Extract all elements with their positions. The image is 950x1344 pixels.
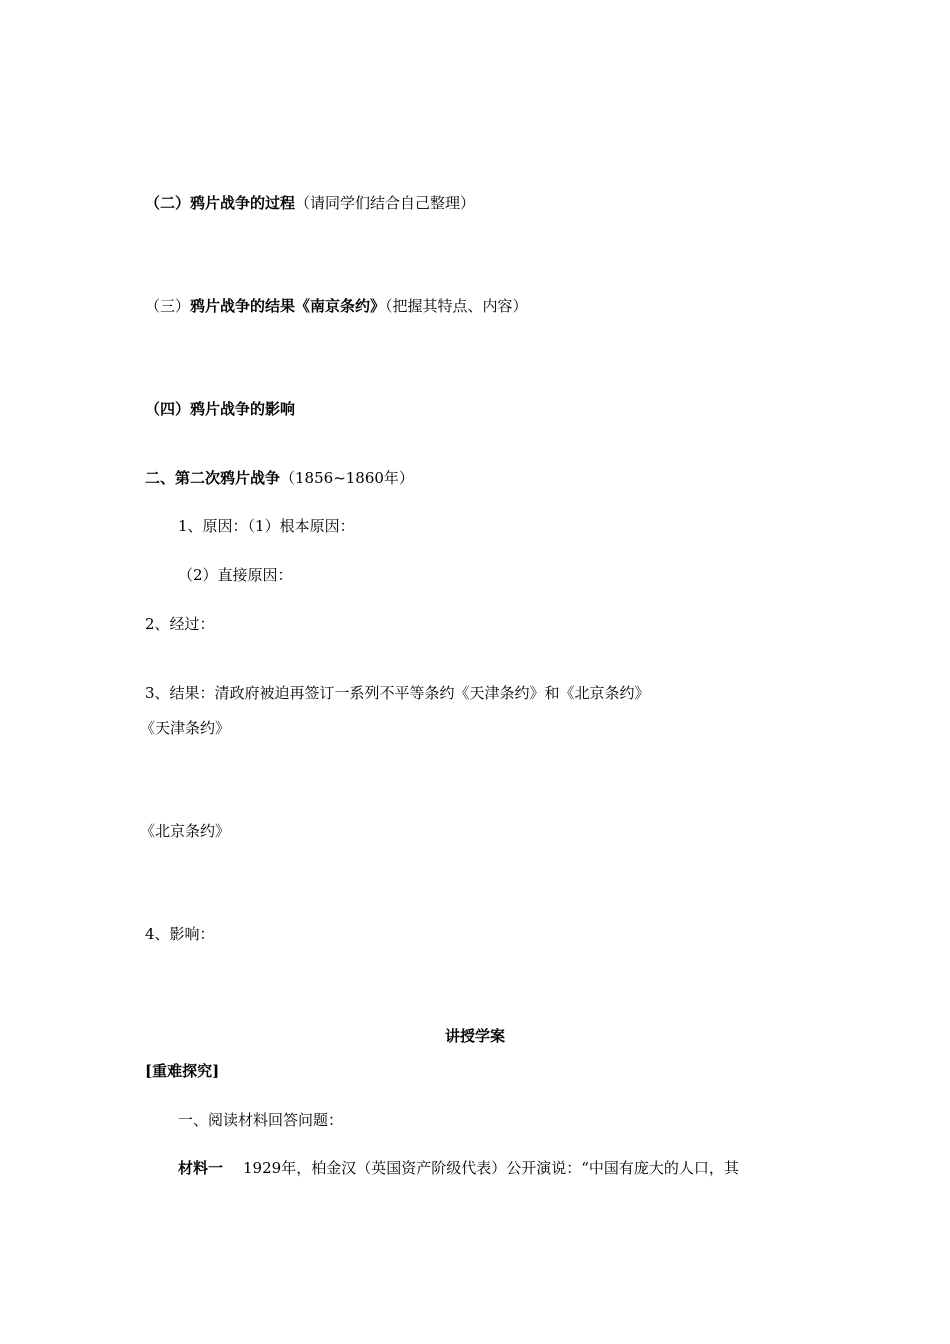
section-3-prefix: （三） xyxy=(145,297,191,315)
second-opium-war-heading xyxy=(145,468,414,488)
material-1-text: 1929年，柏金汉（英国资产阶级代表）公开演说：“中国有庞大的人口，其 xyxy=(243,1159,739,1177)
result-text: 3、结果：清政府被迫再签订一系列不平等条约《天津条约》和《北京条约》 xyxy=(145,684,650,702)
cause-root: 1、原因：（1）根本原因： xyxy=(178,517,355,535)
process-label: 2、经过： xyxy=(145,615,215,633)
cause-direct: （2）直接原因： xyxy=(178,566,293,584)
section-3-note: （把握其特点、内容） xyxy=(385,297,528,315)
section-4-heading: （四）鸦片战争的影响 xyxy=(145,400,296,418)
second-opium-war-title: 二、第二次鸦片战争 xyxy=(145,469,281,487)
lecture-subheading: [重难探究] xyxy=(145,1062,220,1080)
lecture-title: 讲授学案 xyxy=(444,1027,505,1045)
section-3-title: 鸦片战争的结果《南京条约》 xyxy=(190,297,386,315)
treaty-beijing-label: 《北京条约》 xyxy=(140,822,231,840)
section-3-heading xyxy=(145,296,528,316)
impact-label: 4、影响： xyxy=(145,925,215,943)
question-1: 一、阅读材料回答问题： xyxy=(178,1111,344,1129)
section-2-title: （二）鸦片战争的过程 xyxy=(145,194,296,212)
material-1-label: 材料一 xyxy=(178,1159,224,1177)
section-2-heading xyxy=(145,193,475,213)
treaty-tianjin-label: 《天津条约》 xyxy=(140,719,231,737)
section-2-note: （请同学们结合自己整理） xyxy=(295,194,476,212)
second-opium-war-years: （1856~1860年） xyxy=(280,469,414,487)
material-1 xyxy=(178,1158,739,1178)
